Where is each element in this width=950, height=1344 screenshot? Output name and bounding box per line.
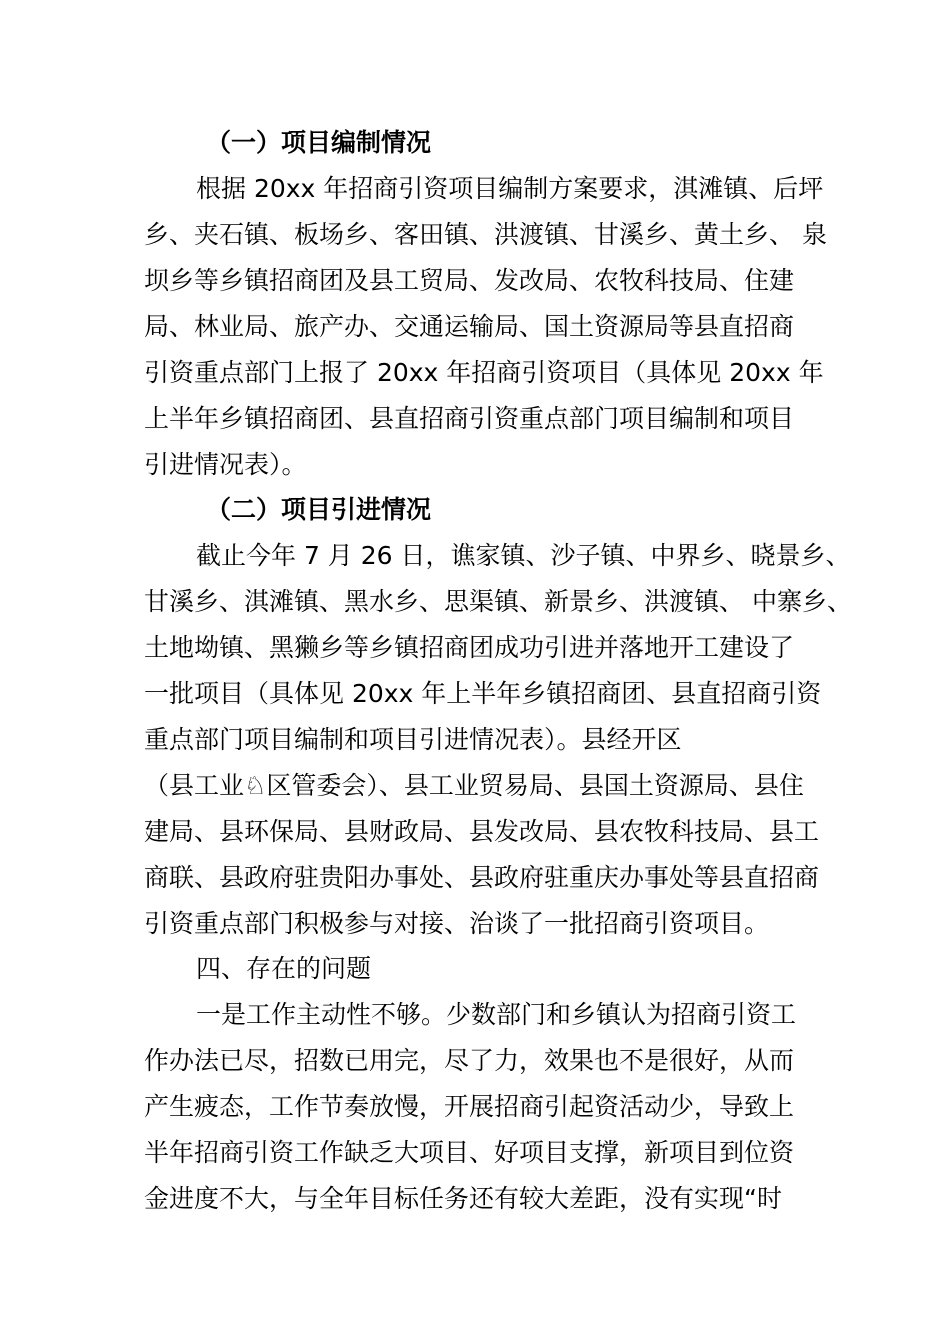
paragraph-line: 建局、县环保局、县财政局、县发改局、县农牧科技局、县工 [144, 817, 820, 846]
paragraph-line: 坝乡等乡镇招商团及县工贸局、发改局、农牧科技局、住建 [144, 266, 795, 295]
paragraph-line: 乡、夹石镇、板场乡、客田镇、洪渡镇、甘溪乡、黄土乡、 泉 [144, 220, 827, 249]
section-heading-3: 四、存在的问题 [196, 954, 372, 983]
paragraph-line: 截止今年 7 月 26 日，谯家镇、沙子镇、中界乡、晓景乡、 [196, 541, 851, 570]
paragraph-line: 一是工作主动性不够。少数部门和乡镇认为招商引资工 [196, 1000, 797, 1029]
paragraph-line: 甘溪乡、淇滩镇、黑水乡、思渠镇、新景乡、洪渡镇、 中寨乡、 [144, 587, 852, 616]
paragraph-line: 引进情况表）。 [144, 450, 307, 479]
paragraph-line: 一批项目（具体见 20xx 年上半年乡镇招商团、县直招商引资 [144, 679, 822, 708]
paragraph-line: 上半年乡镇招商团、县直招商引资重点部门项目编制和项目 [144, 404, 795, 433]
section-heading-2: （二）项目引进情况 [206, 495, 432, 524]
paragraph-line: 引资重点部门上报了 20xx 年招商引资项目（具体见 20xx 年 [144, 358, 824, 387]
section-heading-1: （一）项目编制情况 [206, 128, 432, 157]
paragraph-line: 半年招商引资工作缺乏大项目、好项目支撑，新项目到位资 [144, 1138, 795, 1167]
paragraph-line: 产生疲态，工作节奏放慢，开展招商引起资活动少，导致上 [144, 1092, 795, 1121]
paragraph-line: 重点部门项目编制和项目引进情况表）。县经开区 [144, 725, 682, 754]
paragraph-line: 作办法已尽，招数已用完，尽了力，效果也不是很好，从而 [144, 1046, 795, 1075]
paragraph-line: 根据 20xx 年招商引资项目编制方案要求，淇滩镇、后坪 [196, 174, 824, 203]
paragraph-line: 引资重点部门积极参与对接、治谈了一批招商引资项目。 [144, 909, 770, 938]
paragraph-line: 土地坳镇、黑獭乡等乡镇招商团成功引进并落地开工建设了 [144, 633, 795, 662]
paragraph-line: （县工业♘区管委会）、县工业贸易局、县国土资源局、县住 [144, 771, 804, 800]
paragraph-line: 金进度不大，与全年目标任务还有较大差距，没有实现“时 [144, 1184, 782, 1213]
paragraph-line: 局、林业局、旅产办、交通运输局、国土资源局等县直招商 [144, 312, 795, 341]
paragraph-line: 商联、县政府驻贵阳办事处、县政府驻重庆办事处等县直招商 [144, 863, 820, 892]
